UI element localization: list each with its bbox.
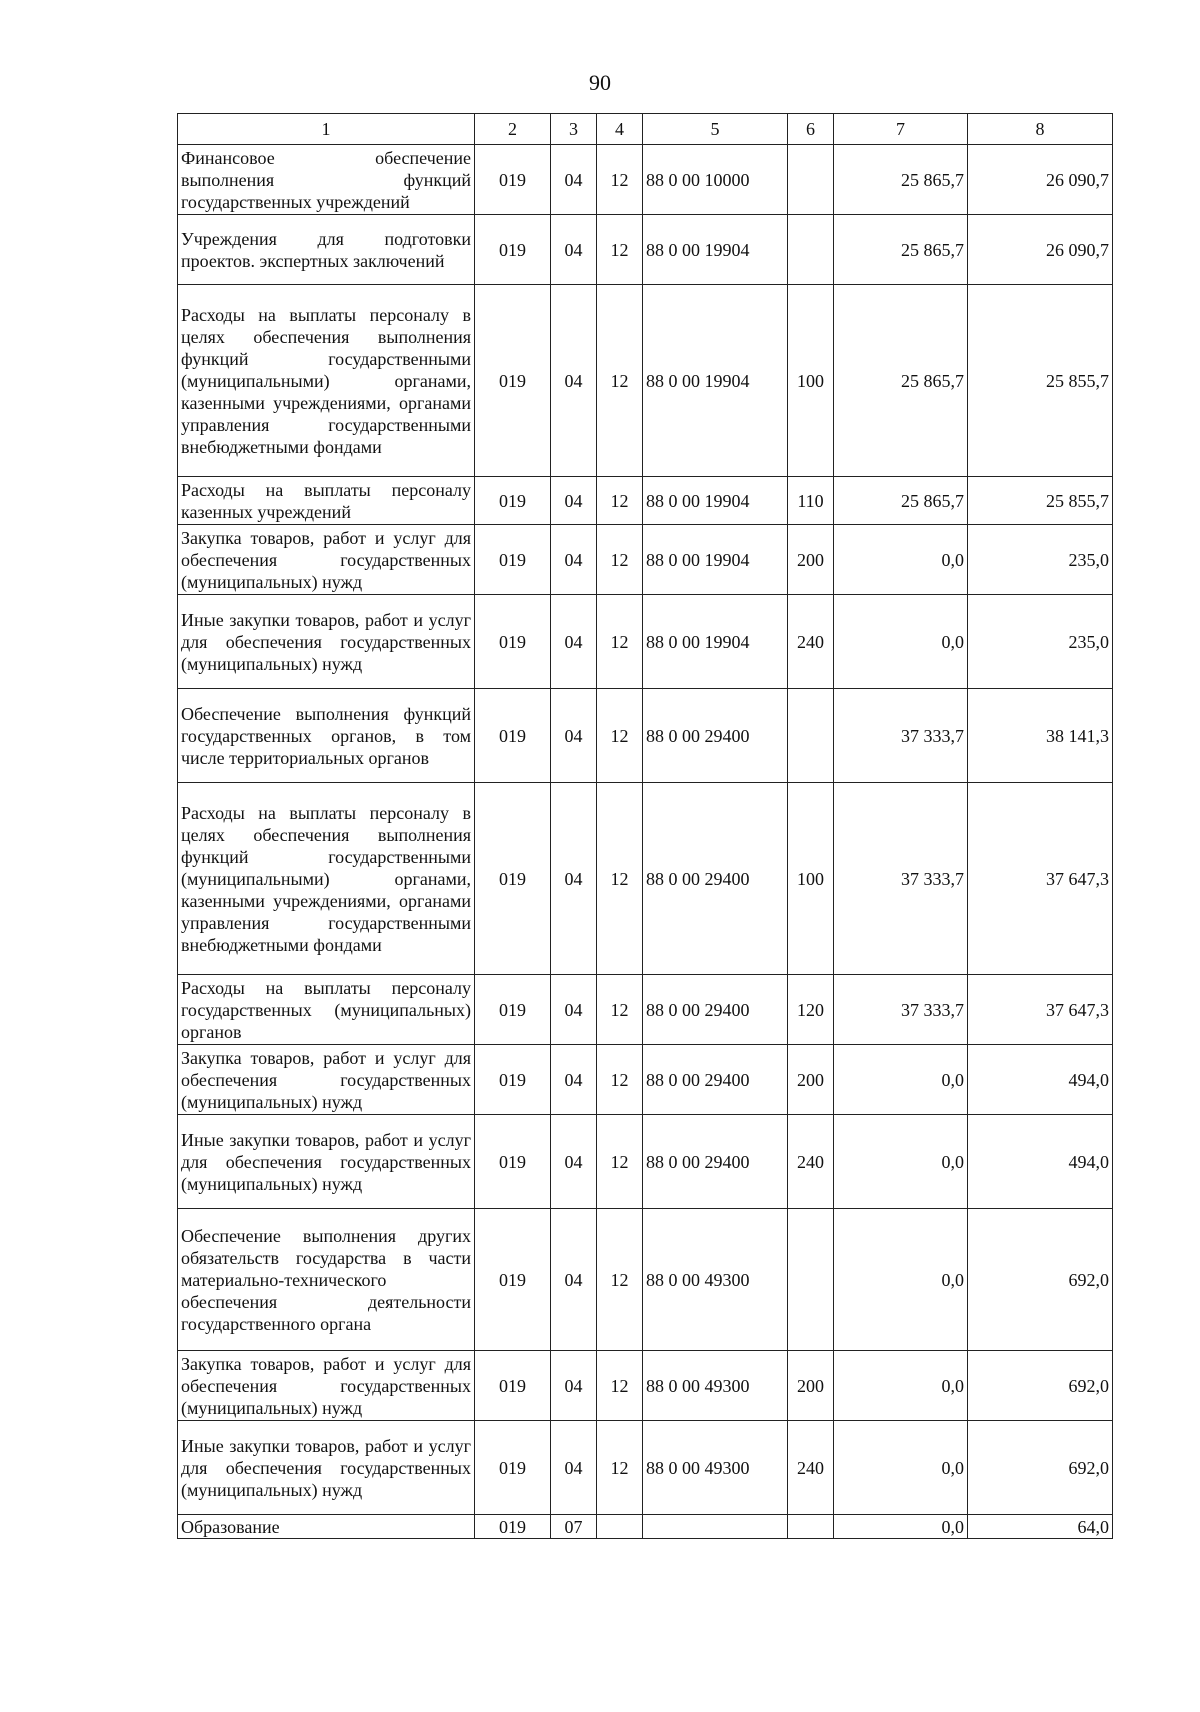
cell-target-article: 88 0 00 19904 [643, 477, 788, 525]
cell-subsection: 12 [597, 975, 643, 1045]
cell-section: 04 [551, 595, 597, 689]
table-row [178, 975, 1113, 1045]
cell-section: 04 [551, 975, 597, 1045]
table-row [178, 525, 1113, 595]
cell-expense-name: Финансовое обеспечение выполнения функций государственных учреждений [178, 145, 475, 215]
cell-amount-col7: 37 333,7 [834, 689, 968, 783]
table-row [178, 285, 1113, 477]
cell-expense-type: 240 [788, 595, 834, 689]
cell-section: 04 [551, 1045, 597, 1115]
cell-expense-name: Закупка товаров, работ и услуг для обеспечения государственных (муниципальных) нужд [178, 1045, 475, 1115]
budget-table [177, 113, 1113, 1539]
cell-expense-name: Иные закупки товаров, работ и услуг для обеспечения государственных (муниципальных) нужд [178, 595, 475, 689]
table-row [178, 477, 1113, 525]
cell-expense-type: 200 [788, 1045, 834, 1115]
cell-section: 04 [551, 1209, 597, 1351]
cell-expense-name: Расходы на выплаты персоналу государственных (муниципальных) органов [178, 975, 475, 1045]
column-header: 1 [178, 114, 475, 145]
cell-ministry-code: 019 [475, 145, 551, 215]
cell-section: 04 [551, 145, 597, 215]
cell-amount-col8: 25 855,7 [968, 285, 1113, 477]
cell-amount-col7: 37 333,7 [834, 975, 968, 1045]
cell-expense-name: Иные закупки товаров, работ и услуг для обеспечения государственных (муниципальных) нужд [178, 1115, 475, 1209]
cell-expense-name: Расходы на выплаты персоналу казенных учреждений [178, 477, 475, 525]
cell-amount-col7: 25 865,7 [834, 477, 968, 525]
cell-ministry-code: 019 [475, 285, 551, 477]
cell-ministry-code: 019 [475, 215, 551, 285]
cell-ministry-code: 019 [475, 477, 551, 525]
cell-amount-col8: 25 855,7 [968, 477, 1113, 525]
cell-amount-col7: 37 333,7 [834, 783, 968, 975]
cell-amount-col8: 692,0 [968, 1209, 1113, 1351]
table-row [178, 1515, 1113, 1539]
column-header: 5 [643, 114, 788, 145]
cell-ministry-code: 019 [475, 689, 551, 783]
cell-amount-col7: 0,0 [834, 1421, 968, 1515]
cell-expense-type: 100 [788, 783, 834, 975]
cell-section: 04 [551, 1421, 597, 1515]
cell-expense-type: 240 [788, 1115, 834, 1209]
cell-section: 04 [551, 1115, 597, 1209]
cell-section: 04 [551, 783, 597, 975]
cell-expense-name: Учреждения для подготовки проектов. экспертных заключений [178, 215, 475, 285]
column-header: 6 [788, 114, 834, 145]
cell-subsection [597, 1515, 643, 1539]
cell-target-article: 88 0 00 29400 [643, 1045, 788, 1115]
table-row [178, 1351, 1113, 1421]
cell-ministry-code: 019 [475, 1421, 551, 1515]
cell-amount-col8: 235,0 [968, 595, 1113, 689]
cell-expense-type: 100 [788, 285, 834, 477]
cell-subsection: 12 [597, 689, 643, 783]
cell-amount-col7: 0,0 [834, 1351, 968, 1421]
cell-section: 07 [551, 1515, 597, 1539]
table-row [178, 595, 1113, 689]
cell-subsection: 12 [597, 525, 643, 595]
cell-expense-type: 240 [788, 1421, 834, 1515]
cell-amount-col8: 692,0 [968, 1421, 1113, 1515]
column-header: 2 [475, 114, 551, 145]
page-number: 90 [589, 70, 611, 95]
cell-amount-col7: 0,0 [834, 525, 968, 595]
cell-section: 04 [551, 477, 597, 525]
cell-ministry-code: 019 [475, 1351, 551, 1421]
table-row [178, 1045, 1113, 1115]
cell-amount-col7: 0,0 [834, 1209, 968, 1351]
cell-target-article: 88 0 00 19904 [643, 525, 788, 595]
cell-expense-type [788, 1515, 834, 1539]
cell-amount-col8: 37 647,3 [968, 975, 1113, 1045]
cell-subsection: 12 [597, 595, 643, 689]
cell-subsection: 12 [597, 783, 643, 975]
cell-expense-type [788, 145, 834, 215]
cell-subsection: 12 [597, 477, 643, 525]
cell-amount-col7: 25 865,7 [834, 285, 968, 477]
cell-subsection: 12 [597, 1421, 643, 1515]
cell-target-article: 88 0 00 19904 [643, 215, 788, 285]
table-row [178, 1115, 1113, 1209]
cell-amount-col8: 64,0 [968, 1515, 1113, 1539]
cell-expense-type [788, 215, 834, 285]
cell-expense-name: Образование [178, 1515, 475, 1539]
table-row [178, 215, 1113, 285]
cell-ministry-code: 019 [475, 783, 551, 975]
column-header: 8 [968, 114, 1113, 145]
table-row [178, 1209, 1113, 1351]
cell-ministry-code: 019 [475, 1115, 551, 1209]
table-row [178, 689, 1113, 783]
cell-subsection: 12 [597, 215, 643, 285]
table-row [178, 145, 1113, 215]
cell-amount-col8: 494,0 [968, 1115, 1113, 1209]
cell-expense-type: 200 [788, 525, 834, 595]
cell-expense-name: Обеспечение выполнения функций государственных органов, в том числе территориальных органов [178, 689, 475, 783]
cell-expense-name: Закупка товаров, работ и услуг для обеспечения государственных (муниципальных) нужд [178, 1351, 475, 1421]
column-header: 3 [551, 114, 597, 145]
cell-expense-name: Иные закупки товаров, работ и услуг для обеспечения государственных (муниципальных) нужд [178, 1421, 475, 1515]
cell-expense-type: 110 [788, 477, 834, 525]
cell-amount-col7: 0,0 [834, 1045, 968, 1115]
cell-section: 04 [551, 215, 597, 285]
cell-amount-col8: 692,0 [968, 1351, 1113, 1421]
cell-subsection: 12 [597, 1351, 643, 1421]
cell-expense-name: Расходы на выплаты персоналу в целях обеспечения выполнения функций государственными (муниципальными) органами, казенными учреждениями, органами управления государственными внебюджетными фондами [178, 783, 475, 975]
cell-target-article: 88 0 00 49300 [643, 1209, 788, 1351]
cell-section: 04 [551, 1351, 597, 1421]
cell-section: 04 [551, 285, 597, 477]
cell-target-article: 88 0 00 29400 [643, 975, 788, 1045]
cell-ministry-code: 019 [475, 525, 551, 595]
cell-target-article: 88 0 00 19904 [643, 285, 788, 477]
cell-expense-type [788, 689, 834, 783]
cell-target-article: 88 0 00 19904 [643, 595, 788, 689]
cell-amount-col8: 37 647,3 [968, 783, 1113, 975]
table-row [178, 1421, 1113, 1515]
cell-expense-name: Расходы на выплаты персоналу в целях обеспечения выполнения функций государственными (муниципальными) органами, казенными учреждениями, органами управления государственными внебюджетными фондами [178, 285, 475, 477]
cell-amount-col8: 235,0 [968, 525, 1113, 595]
cell-target-article: 88 0 00 29400 [643, 689, 788, 783]
cell-target-article: 88 0 00 49300 [643, 1421, 788, 1515]
cell-amount-col7: 25 865,7 [834, 215, 968, 285]
column-number-row [178, 114, 1113, 145]
cell-expense-type: 200 [788, 1351, 834, 1421]
cell-expense-name: Закупка товаров, работ и услуг для обеспечения государственных (муниципальных) нужд [178, 525, 475, 595]
cell-amount-col8: 26 090,7 [968, 215, 1113, 285]
cell-expense-name: Обеспечение выполнения других обязательств государства в части материально-технического обеспечения деятельности государственного органа [178, 1209, 475, 1351]
cell-section: 04 [551, 525, 597, 595]
cell-target-article: 88 0 00 49300 [643, 1351, 788, 1421]
cell-ministry-code: 019 [475, 975, 551, 1045]
cell-target-article: 88 0 00 10000 [643, 145, 788, 215]
table-row [178, 783, 1113, 975]
cell-ministry-code: 019 [475, 1209, 551, 1351]
cell-subsection: 12 [597, 145, 643, 215]
cell-ministry-code: 019 [475, 1045, 551, 1115]
cell-ministry-code: 019 [475, 595, 551, 689]
cell-amount-col7: 0,0 [834, 1515, 968, 1539]
cell-amount-col7: 25 865,7 [834, 145, 968, 215]
cell-target-article [643, 1515, 788, 1539]
cell-expense-type [788, 1209, 834, 1351]
column-header: 4 [597, 114, 643, 145]
table-body [178, 145, 1113, 1539]
cell-expense-type: 120 [788, 975, 834, 1045]
cell-subsection: 12 [597, 285, 643, 477]
cell-ministry-code: 019 [475, 1515, 551, 1539]
cell-amount-col8: 26 090,7 [968, 145, 1113, 215]
cell-section: 04 [551, 689, 597, 783]
cell-subsection: 12 [597, 1045, 643, 1115]
cell-subsection: 12 [597, 1115, 643, 1209]
cell-amount-col8: 38 141,3 [968, 689, 1113, 783]
cell-amount-col7: 0,0 [834, 1115, 968, 1209]
cell-amount-col7: 0,0 [834, 595, 968, 689]
cell-subsection: 12 [597, 1209, 643, 1351]
cell-amount-col8: 494,0 [968, 1045, 1113, 1115]
cell-target-article: 88 0 00 29400 [643, 783, 788, 975]
cell-target-article: 88 0 00 29400 [643, 1115, 788, 1209]
column-header: 7 [834, 114, 968, 145]
